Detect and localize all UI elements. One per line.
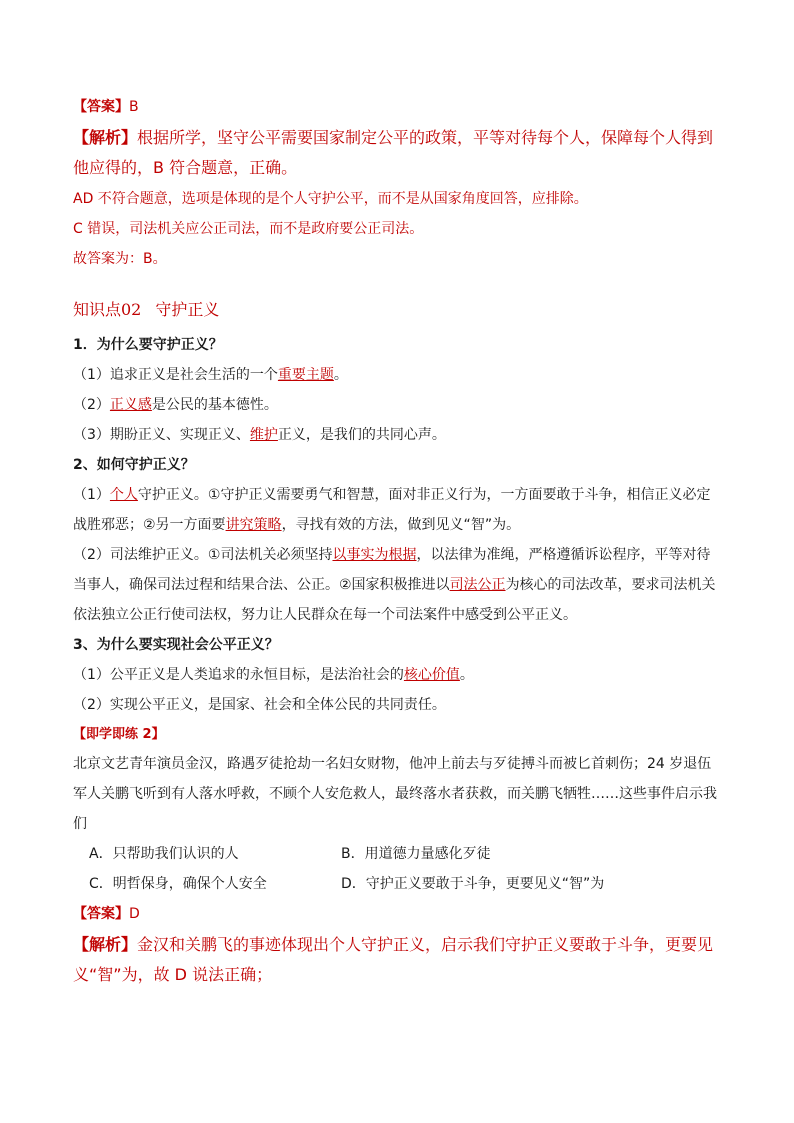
q3-title: 3、为什么要实现社会公平正义？ xyxy=(73,637,279,653)
q3-item-1 xyxy=(73,665,723,685)
analysis-1-line3: C 错误，司法机关应公正司法，而不是政府要公正司法。 xyxy=(73,221,424,237)
analysis-1-line4: 故答案为：B。 xyxy=(73,251,167,267)
q3-item-2: （2）实现公平正义，是国家、社会和全体公民的共同责任。 xyxy=(73,697,446,713)
analysis-tag: 【解析】 xyxy=(73,935,138,954)
q2-title: 2、如何守护正义？ xyxy=(73,457,195,473)
keyword: 正义感 xyxy=(109,397,152,413)
answer-tag: 【答案】 xyxy=(73,906,129,922)
keyword: 以事实为根据 xyxy=(332,547,417,563)
section-title: 守护正义 xyxy=(155,300,220,319)
text: 为核心的司法改革，要求司法机关依法独立公正行使司法权，努力让人民群众在每一个司法案件中感受到公平正义。 xyxy=(73,577,716,623)
keyword: 个人 xyxy=(109,487,138,503)
analysis-1-line2: AD 不符合题意，选项是体现的是个人守护公平，而不是从国家角度回答，应排除。 xyxy=(73,191,588,207)
text: 。 xyxy=(333,367,348,383)
answer-value: D xyxy=(129,906,140,922)
q1-title: 1．为什么要守护正义？ xyxy=(73,337,223,353)
option-a[interactable]: A．只帮助我们认识的人 xyxy=(89,846,239,862)
option-d[interactable]: D．守护正义要敢于斗争，更要见义“智”为 xyxy=(341,876,605,892)
answer-2 xyxy=(73,904,723,924)
text: 守护正义。①守护正义需要勇气和智慧，面对非正义行为，一方面要敢于斗争，相信正义必定战胜邪恶；②另一方面要 xyxy=(73,487,711,533)
keyword: 重要主题 xyxy=(277,367,334,383)
text: 。 xyxy=(459,667,474,683)
analysis-tag: 【解析】 xyxy=(73,128,138,147)
practice-tag: 【即学即练 2】 xyxy=(73,727,165,742)
practice-options xyxy=(73,844,723,894)
text: （3）期盼正义、实现正义、 xyxy=(73,427,250,443)
option-c[interactable]: C．明哲保身，确保个人安全 xyxy=(89,876,267,892)
keyword: 核心价值 xyxy=(403,667,460,683)
text: ，以法律为准绳，严格遵循诉讼程序，平等对待当事人，确保司法过程和结果合法、公正。②国家积极推进以 xyxy=(73,547,711,593)
section-heading xyxy=(73,299,723,321)
keyword: 司法公正 xyxy=(449,577,506,593)
text: ，寻找有效的方法，做到见义“智”为。 xyxy=(281,517,521,533)
practice-stem: 北京文艺青年演员金汉，路遇歹徒抢劫一名妇女财物，他冲上前去与歹徒搏斗而被匕首刺伤；24 岁退伍军人关鹏飞听到有人落水呼救，不顾个人安危救人，最终落水者获救，而关鹏飞牺牲……这些事件启示我们 xyxy=(73,756,717,832)
answer-tag: 【答案】 xyxy=(73,99,129,115)
analysis-text: 金汉和关鹏飞的事迹体现出个人守护正义，启示我们守护正义要敢于斗争，更要见义“智”为，故 D 说法正确； xyxy=(73,935,714,984)
analysis-2 xyxy=(73,930,723,990)
answer-value: B xyxy=(129,99,139,115)
keyword: 维护 xyxy=(249,427,278,443)
keyword: 讲究策略 xyxy=(225,517,282,533)
q1-item-2 xyxy=(73,395,723,415)
document-page xyxy=(73,97,723,990)
answer-1 xyxy=(73,97,723,117)
analysis-1 xyxy=(73,123,723,183)
text: （1）公平正义是人类追求的永恒目标，是法治社会的 xyxy=(73,667,404,683)
section-number: 知识点02 xyxy=(73,300,142,319)
analysis-text: 根据所学，坚守公平需要国家制定公平的政策，平等对待每个人，保障每个人得到他应得的，B 符合题意，正确。 xyxy=(73,128,714,177)
q2-paragraph-2 xyxy=(73,540,723,630)
text: 正义，是我们的共同心声。 xyxy=(277,427,446,443)
q1-item-3 xyxy=(73,425,723,445)
text: （1） xyxy=(73,487,110,503)
q2-paragraph-1 xyxy=(73,480,723,540)
text: （2） xyxy=(73,397,110,413)
text: （2）司法维护正义。①司法机关必须坚持 xyxy=(73,547,333,563)
text: （1）追求正义是社会生活的一个 xyxy=(73,367,278,383)
text: 是公民的基本德性。 xyxy=(151,397,278,413)
q1-item-1 xyxy=(73,365,723,385)
option-b[interactable]: B．用道德力量感化歹徒 xyxy=(341,846,491,862)
